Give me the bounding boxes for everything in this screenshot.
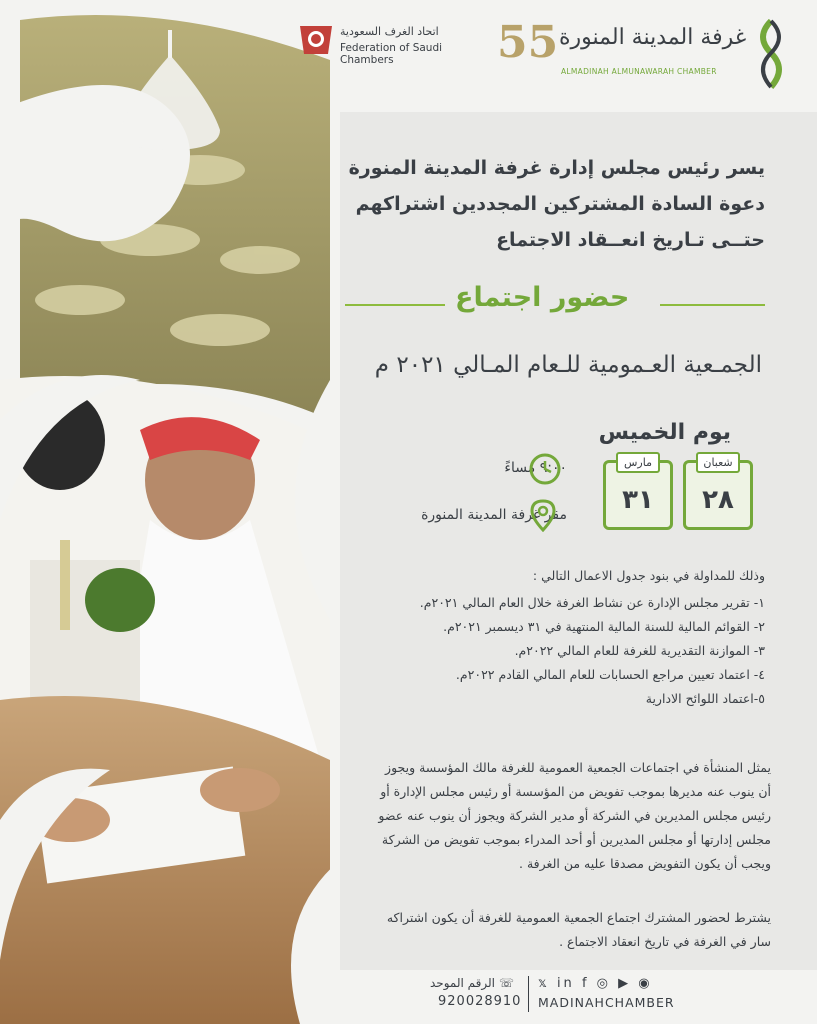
agenda-intro: وذلك للمداولة في بنود جدول الاعمال التالي :	[532, 568, 765, 583]
chamber-logo	[489, 15, 789, 95]
calendar-hijri-month: شعبان	[696, 452, 740, 473]
linkedin-icon[interactable]: in	[556, 976, 575, 991]
divider-right	[660, 304, 765, 306]
paragraph-line: مجلس إدارتها أو مجلس المديرين أو أحد المدراء بموجب تفويض من الشركة	[381, 832, 771, 847]
agenda	[185, 568, 765, 711]
paragraph-line: يشترط لحضور المشترك اجتماع الجمعية العمومية للغرفة أن يكون اشتراكه	[386, 910, 771, 925]
facebook-icon[interactable]: f	[581, 976, 590, 991]
clock-icon	[528, 452, 562, 486]
assembly-title: الجمـعية العـمومية للـعام المـالي ٢٠٢١ م	[374, 352, 762, 378]
unified-number[interactable]: 920028910	[438, 994, 522, 1009]
meeting-time: ٩:٠٠ مساءً	[504, 460, 567, 476]
heading-line-3: حتــى تـاريخ انعــقاد الاجتماع	[496, 229, 765, 251]
agenda-item: ٤- اعتماد تعيين مراجع الحسابات للعام المالي القادم ٢٠٢٢م.	[455, 667, 765, 682]
anniversary-badge: 55	[497, 17, 559, 68]
paragraph-line: يمثل المنشأة في اجتماعات الجمعية العمومية للغرفة مالك المؤسسة ويجوز	[385, 760, 771, 775]
calendar-greg-month: مارس	[616, 452, 660, 473]
paragraph-line: أن ينوب عنه مديرها بموجب تفويض من المؤسسة أو رئيس مجلس الإدارة أو	[380, 784, 771, 799]
heading-line-2: دعوة السادة المشتركين المجددين اشتراكهم	[355, 193, 765, 215]
paragraph-line: ويجب أن يكون التفويض مصدقا عليه من الغرفة .	[519, 856, 771, 871]
calendar-gregorian	[603, 456, 673, 530]
agenda-item: ٣- الموازنة التقديرية للغرفة للعام المالي ٢٠٢٢م.	[514, 643, 765, 658]
footer-divider	[528, 976, 529, 1012]
federation-name-en: Federation of Saudi Chambers	[340, 42, 443, 66]
instagram-icon[interactable]: ◎	[596, 976, 611, 991]
chamber-name-en: ALMADINAH ALMUNAWARAH CHAMBER	[561, 67, 717, 76]
calendar-hijri	[683, 456, 753, 530]
invitation-heading	[245, 150, 765, 258]
federation-emblem-icon	[296, 20, 336, 60]
agenda-item: ٢- القوائم المالية للسنة المالية المنتهية في ٣١ ديسمبر ٢٠٢١م.	[443, 619, 765, 634]
meeting-location: مقر غرفة المدينة المنورة	[421, 507, 567, 523]
twitter-icon[interactable]: 𝕩	[538, 976, 550, 991]
phone-icon: ☏	[498, 976, 514, 990]
snapchat-icon[interactable]: ◉	[638, 976, 653, 991]
youtube-icon[interactable]: ▶	[618, 976, 632, 991]
chamber-name-ar: غرفة المدينة المنورة	[559, 25, 747, 50]
unified-number-label-row	[430, 976, 522, 990]
divider-left	[345, 304, 445, 306]
social-handle[interactable]: MADINAHCHAMBER	[538, 995, 675, 1010]
calendar-hijri-day: ٢٨	[702, 485, 734, 515]
paragraph-line: رئيس مجلس المديرين في الشركة أو مدير الشركة ويجوز أن ينوب عنه عضو	[378, 808, 771, 823]
federation-name-ar: اتحاد الغرف السعودية	[340, 25, 439, 38]
unified-number-label: الرقم الموحد	[430, 976, 495, 990]
meeting-day: يوم الخميس	[598, 420, 731, 445]
agenda-item: ١- تقرير مجلس الإدارة عن نشاط الغرفة خلال العام المالي ٢٠٢١م.	[419, 595, 765, 610]
federation-logo	[296, 20, 476, 80]
location-pin-icon	[528, 498, 558, 532]
social-icons	[538, 976, 653, 991]
eligibility-paragraph	[211, 906, 771, 954]
calendar-greg-day: ٣١	[622, 485, 654, 515]
meeting-title: حضور اجتماع	[455, 282, 630, 313]
representation-paragraph	[211, 756, 771, 876]
heading-line-1: يسر رئيس مجلس إدارة غرفة المدينة المنورة	[348, 157, 765, 179]
agenda-item: ٥-اعتماد اللوائح الادارية	[645, 691, 765, 706]
chamber-emblem-icon	[753, 19, 789, 89]
paragraph-line: سار في الغرفة في تاريخ انعقاد الاجتماع .	[559, 934, 771, 949]
